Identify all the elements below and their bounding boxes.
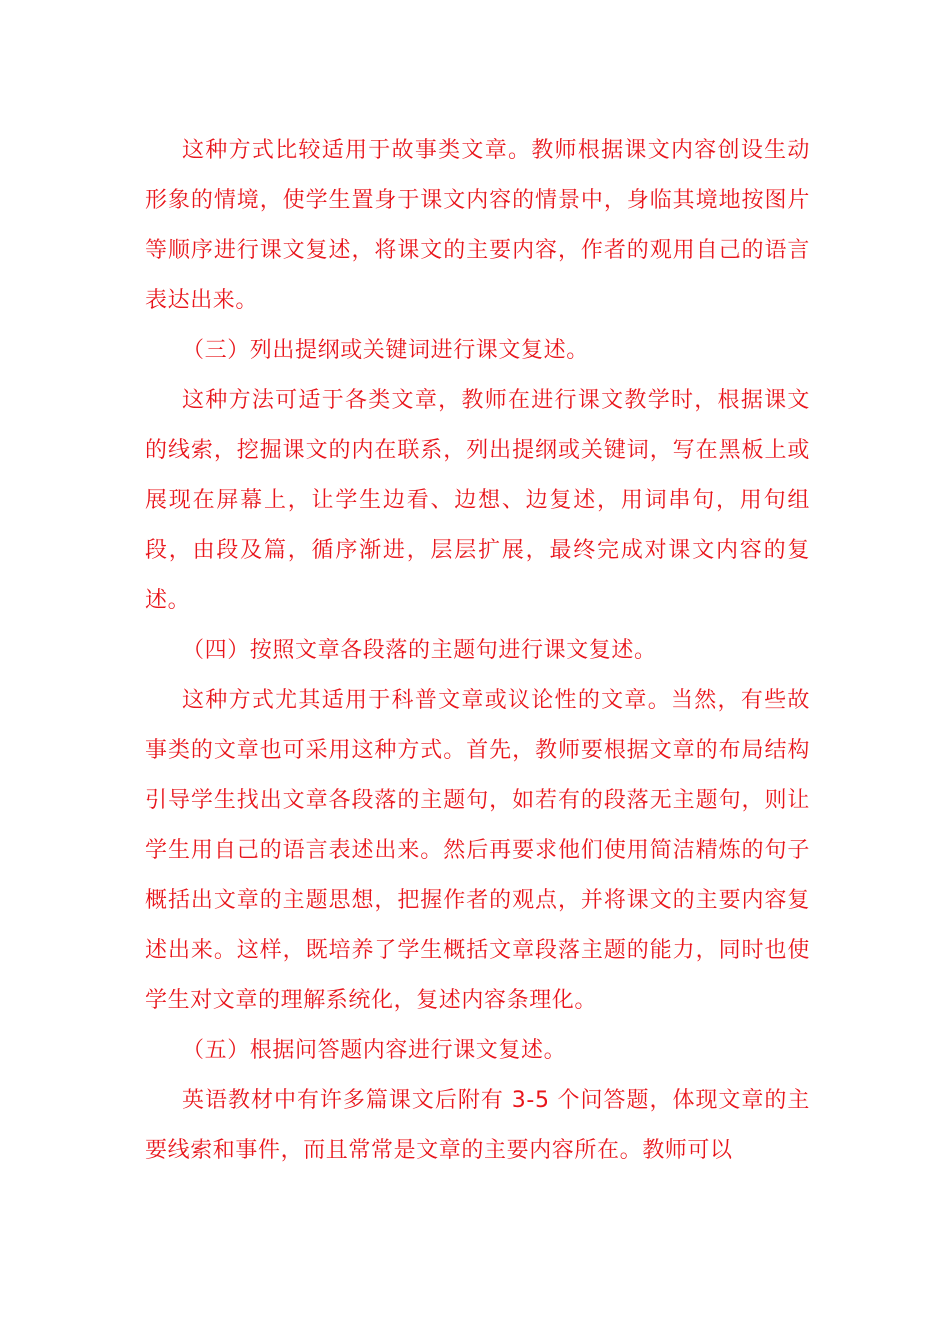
paragraph-outline-method: 这种方法可适于各类文章，教师在进行课文教学时，根据课文的线索，挖掘课文的内在联系，列出提纲或关键词，写在黑板上或展现在屏幕上，让学生边看、边想、边复述，用词串句，用句组段，由段及篇，循序渐进，层层扩展，最终完成对课文内容的复述。 (145, 388, 810, 613)
paragraph-story-method: 这种方式比较适用于故事类文章。教师根据课文内容创设生动形象的情境，使学生置身于课文内容的情景中，身临其境地按图片等顺序进行课文复述，将课文的主要内容，作者的观用自己的语言表达出来。 (145, 138, 810, 313)
heading-section-three: （三）列出提纲或关键词进行课文复述。 (182, 338, 589, 363)
heading-section-four: （四）按照文章各段落的主题句进行课文复述。 (182, 638, 657, 663)
document-body (145, 126, 810, 1176)
heading-section-five: （五）根据问答题内容进行课文复述。 (182, 1038, 567, 1063)
paragraph-topic-sentence-method: 这种方式尤其适用于科普文章或议论性的文章。当然，有些故事类的文章也可采用这种方式。首先，教师要根据文章的布局结构引导学生找出文章各段落的主题句，如若有的段落无主题句，则让学生用自己的语言表述出来。然后再要求他们使用简洁精炼的句子概括出文章的主题思想，把握作者的观点，并将课文的主要内容复述出来。这样，既培养了学生概括文章段落主题的能力，同时也使学生对文章的理解系统化，复述内容条理化。 (145, 688, 810, 1013)
paragraph-qa-method: 英语教材中有许多篇课文后附有 3-5 个问答题，体现文章的主要线索和事件，而且常常是文章的主要内容所在。教师可以 (145, 1088, 810, 1163)
